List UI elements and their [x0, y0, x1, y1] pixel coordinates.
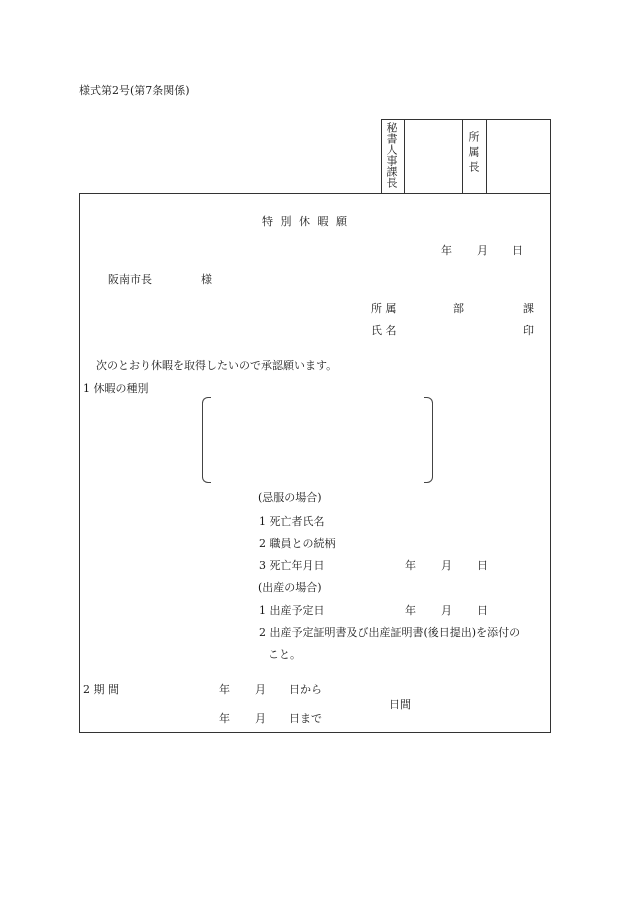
- period-to-month: 月: [255, 712, 266, 725]
- period-days: 日間: [389, 698, 411, 711]
- date-month: 月: [477, 244, 488, 257]
- mourning-date-month: 月: [441, 559, 452, 572]
- childbirth-item: 2 出産予定証明書及び出産証明書(後日提出)を添付の: [259, 626, 521, 639]
- section-label: 課: [523, 302, 534, 315]
- mourning-item: 3 死亡年月日: [259, 559, 325, 572]
- name-label: 氏 名: [371, 324, 397, 337]
- period-to-day: 日まで: [289, 712, 322, 725]
- childbirth-item: 1 出産予定日: [259, 604, 325, 617]
- date-year: 年: [441, 244, 452, 257]
- approval-stamp-cell-2[interactable]: [487, 120, 549, 192]
- leave-type-field[interactable]: [212, 399, 422, 479]
- form-title: 特 別 休 暇 願: [262, 215, 349, 228]
- mourning-heading: (忌服の場合): [258, 491, 322, 504]
- bracket-left: [202, 397, 211, 483]
- childbirth-date-month: 月: [441, 604, 452, 617]
- childbirth-date-day: 日: [477, 604, 488, 617]
- approval-col2-label: 所属長: [467, 131, 480, 176]
- section2-label: 2 期 間: [83, 683, 119, 696]
- period-from-year: 年: [219, 683, 230, 696]
- date-day: 日: [512, 244, 523, 257]
- childbirth-item-cont: こと。: [268, 648, 301, 661]
- seal-label: 印: [523, 324, 534, 337]
- addressee-honorific: 様: [201, 273, 212, 286]
- form-number: 様式第2号(第7条関係): [79, 84, 190, 97]
- approval-divider: [404, 120, 405, 193]
- mourning-item: 1 死亡者氏名: [259, 515, 325, 528]
- bracket-right: [424, 397, 433, 483]
- affiliation-label: 所 属: [371, 302, 397, 315]
- addressee-name: 阪南市長: [108, 273, 152, 286]
- period-from-day: 日から: [289, 683, 322, 696]
- mourning-date-day: 日: [477, 559, 488, 572]
- childbirth-date-year: 年: [405, 604, 416, 617]
- mourning-date-year: 年: [405, 559, 416, 572]
- approval-stamp-cell-1[interactable]: [407, 120, 463, 192]
- period-to-year: 年: [219, 712, 230, 725]
- approval-col1-label: 秘書人事課長: [385, 122, 398, 188]
- request-text: 次のとおり休暇を取得したいので承認願います。: [96, 359, 338, 372]
- childbirth-heading: (出産の場合): [258, 581, 322, 594]
- period-from-month: 月: [255, 683, 266, 696]
- department-label: 部: [453, 302, 464, 315]
- mourning-item: 2 職員との続柄: [259, 537, 336, 550]
- section1-label: 1 休暇の種別: [83, 382, 149, 395]
